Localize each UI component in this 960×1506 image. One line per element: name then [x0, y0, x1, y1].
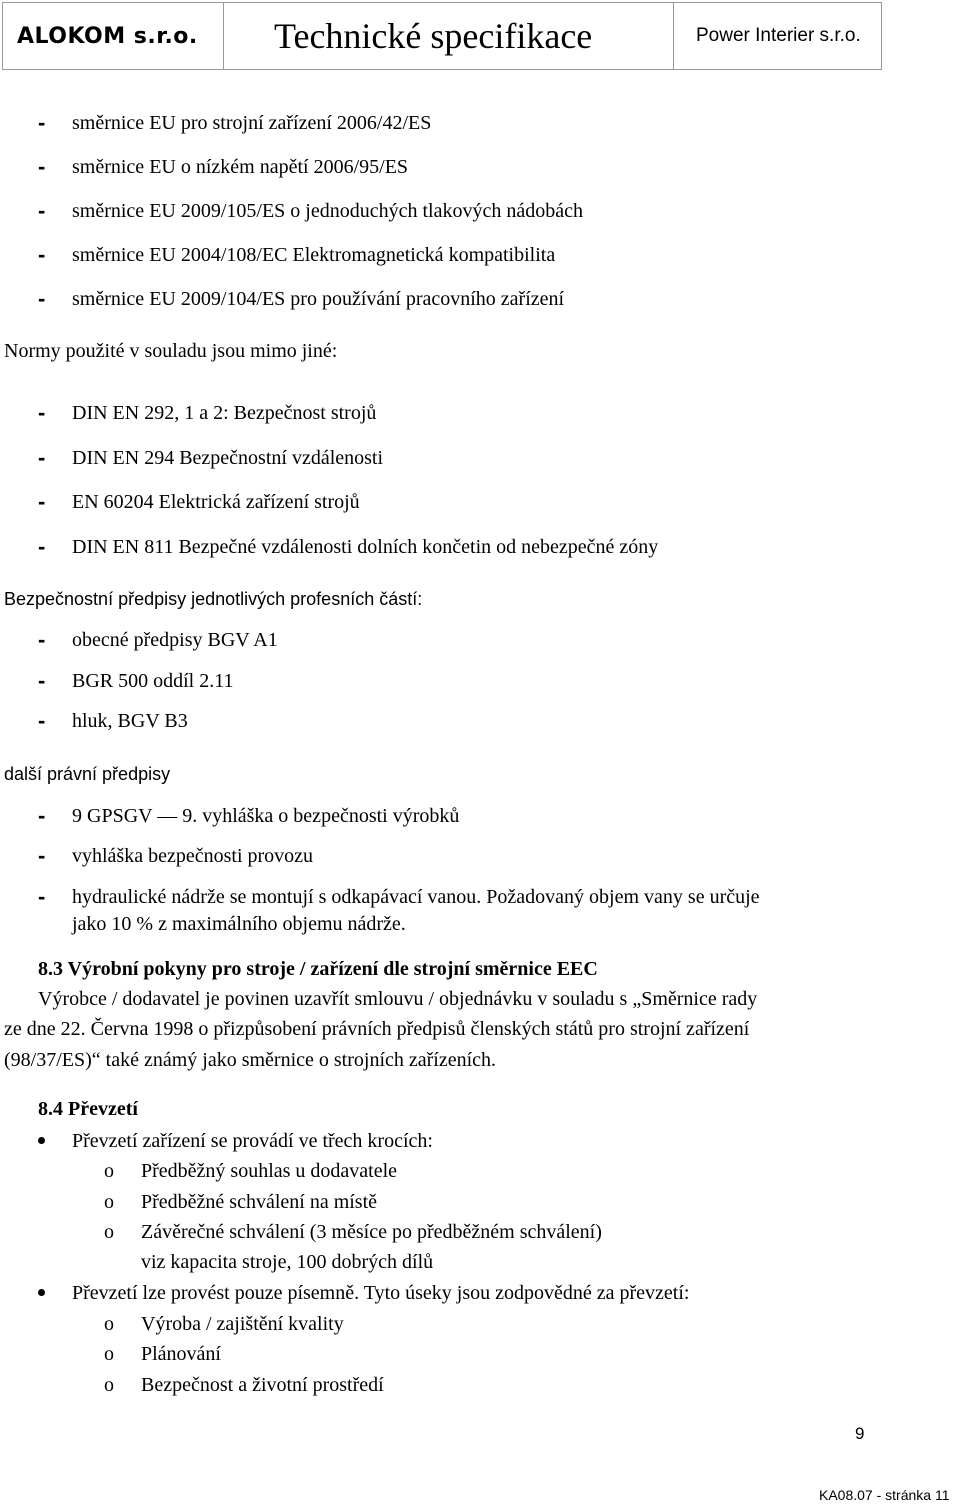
dash-marker: -: [38, 843, 46, 868]
dash-marker: -: [38, 708, 46, 733]
area-text: Výroba / zajištění kvality: [141, 1313, 344, 1335]
directive-text: směrnice EU pro strojní zařízení 2006/42/ES: [72, 112, 432, 134]
dash-marker: -: [38, 154, 46, 179]
paragraph-line: ze dne 22. Června 1998 o přizpůsobení právních předpisů členských států pro strojní zařízení: [4, 1018, 750, 1040]
bullet-dot-icon: [38, 1289, 45, 1296]
section-8-3-heading: [38, 957, 598, 981]
circle-marker: o: [104, 1221, 114, 1243]
norm-text: DIN EN 811 Bezpečné vzdálenosti dolních končetin od nebezpečné zóny: [72, 536, 659, 558]
dash-marker: -: [38, 110, 46, 135]
legal-text: jako 10 % z maximálního objemu nádrže.: [72, 913, 406, 935]
dash-marker: -: [38, 400, 46, 425]
step-text: Předběžný souhlas u dodavatele: [141, 1160, 398, 1182]
dash-marker: -: [38, 286, 46, 311]
safety-text: BGR 500 oddíl 2.11: [72, 670, 234, 692]
circle-marker: o: [104, 1191, 114, 1213]
header-title: Technické specifikace: [224, 2, 674, 70]
step-text: viz kapacita stroje, 100 dobrých dílů: [141, 1251, 434, 1273]
norm-text: DIN EN 294 Bezpečnostní vzdálenosti: [72, 447, 384, 469]
paragraph-line: Výrobce / dodavatel je povinen uzavřít smlouvu / objednávku v souladu s „Směrnice rady: [38, 988, 758, 1010]
dash-marker: -: [38, 489, 46, 514]
area-text: Bezpečnost a životní prostředí: [141, 1374, 384, 1396]
bullet-text: Převzetí lze provést pouze písemně. Tyto úseky jsou zodpovědné za převzetí:: [72, 1282, 690, 1304]
step-text: Předběžné schválení na místě: [141, 1191, 378, 1213]
bullet-dot-icon: [38, 1137, 45, 1144]
norms-heading: Normy použité v souladu jsou mimo jiné:: [4, 340, 338, 362]
directive-text: směrnice EU 2004/108/EC Elektromagnetická kompatibilita: [72, 244, 556, 266]
header-right-company: Power Interier s.r.o.: [674, 2, 882, 70]
legal-heading: další právní předpisy: [4, 764, 171, 784]
section-title: Převzetí: [68, 1098, 138, 1120]
safety-text: obecné předpisy BGV A1: [72, 629, 278, 651]
page-number: 9: [855, 1424, 865, 1443]
area-text: Plánování: [141, 1343, 221, 1365]
dash-marker: -: [38, 534, 46, 559]
norm-text: EN 60204 Elektrická zařízení strojů: [72, 491, 360, 513]
legal-text: vyhláška bezpečnosti provozu: [72, 845, 314, 867]
bullet-text: Převzetí zařízení se provádí ve třech krocích:: [72, 1130, 433, 1152]
page-footer: KA08.07 - stránka 11: [819, 1487, 950, 1503]
safety-text: hluk, BGV B3: [72, 710, 188, 732]
norm-text: DIN EN 292, 1 a 2: Bezpečnost strojů: [72, 402, 377, 424]
circle-marker: o: [104, 1343, 114, 1365]
section-number: 8.4: [38, 1098, 63, 1120]
dash-marker: -: [38, 803, 46, 828]
circle-marker: o: [104, 1313, 114, 1335]
dash-marker: -: [38, 627, 46, 652]
dash-marker: -: [38, 198, 46, 223]
section-title: Výrobní pokyny pro stroje / zařízení dle strojní směrnice EEC: [67, 958, 598, 980]
page-header: [2, 2, 882, 70]
safety-heading: Bezpečnostní předpisy jednotlivých profesních částí:: [4, 589, 423, 609]
circle-marker: o: [104, 1374, 114, 1396]
dash-marker: -: [38, 668, 46, 693]
step-text: Závěrečné schválení (3 měsíce po předběžném schválení): [141, 1221, 602, 1243]
directive-text: směrnice EU o nízkém napětí 2006/95/ES: [72, 156, 409, 178]
paragraph-line: (98/37/ES)“ také známý jako směrnice o strojních zařízeních.: [4, 1049, 497, 1071]
directive-text: směrnice EU 2009/105/ES o jednoduchých tlakových nádobách: [72, 200, 583, 222]
legal-text: 9 GPSGV — 9. vyhláška o bezpečnosti výrobků: [72, 805, 460, 827]
header-left-company: ALOKOM s.r.o.: [2, 2, 224, 70]
circle-marker: o: [104, 1160, 114, 1182]
dash-marker: -: [38, 445, 46, 470]
legal-text: hydraulické nádrže se montují s odkapávací vanou. Požadovaný objem vany se určuje: [72, 886, 760, 908]
section-number: 8.3: [38, 958, 63, 980]
directive-text: směrnice EU 2009/104/ES pro používání pracovního zařízení: [72, 288, 565, 310]
section-8-4-heading: [38, 1097, 138, 1121]
dash-marker: -: [38, 884, 46, 909]
dash-marker: -: [38, 242, 46, 267]
